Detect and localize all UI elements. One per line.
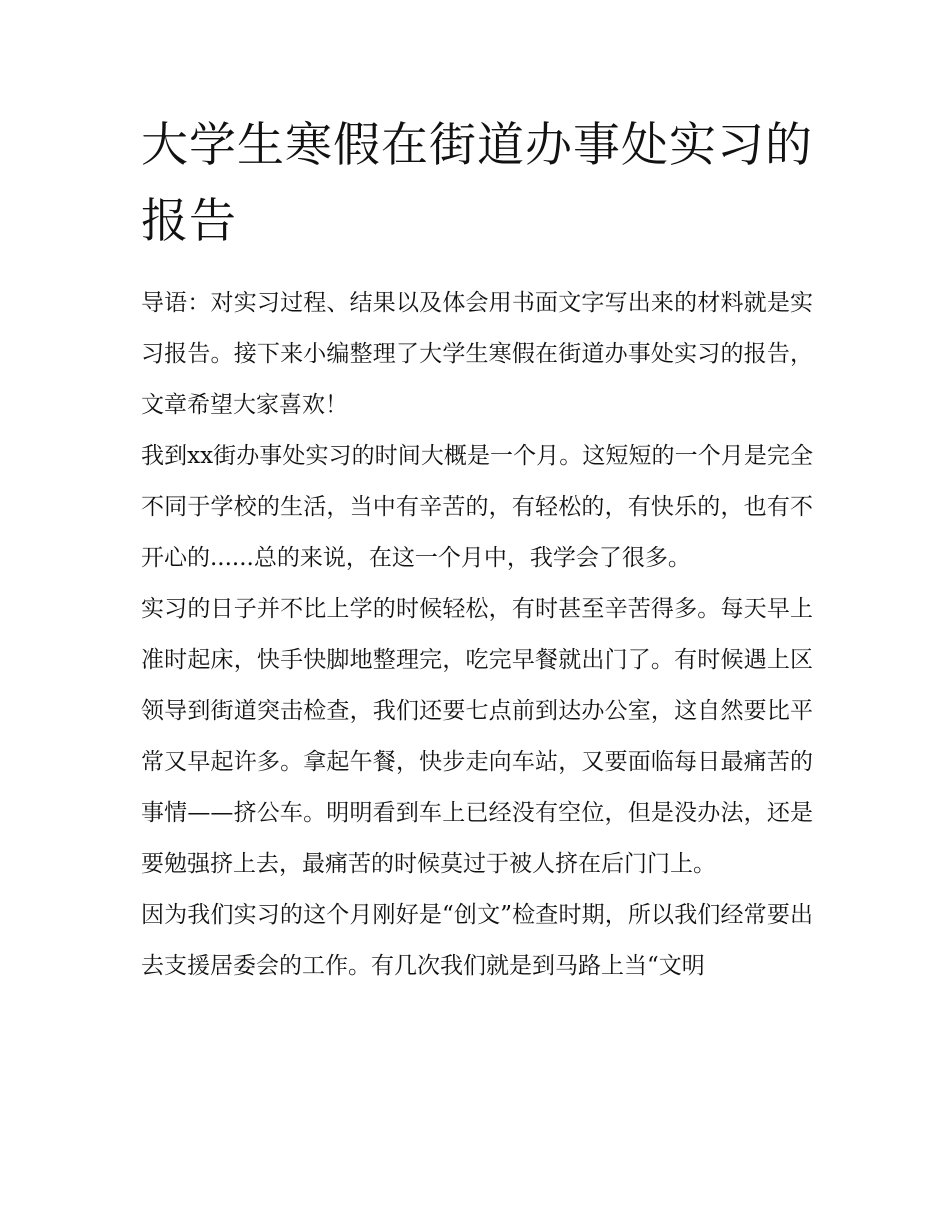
body-paragraph: 实习的日子并不比上学的时候轻松，有时甚至辛苦得多。每天早上准时起床，快手快脚地整理完，吃完早餐就出门了。有时候遇上区领导到街道突击检查，我们还要七点前到达办公室，这自然要比平常又早起许多。拿起午餐，快步走向车站，又要面临每日最痛苦的事情——挤公车。明明看到车上已经没有空位，但是没办法，还是要勉强挤上去，最痛苦的时候莫过于被人挤在后门门上。 [141,596,813,877]
document-title: 大学生寒假在街道办事处实习的报告 [141,118,813,249]
document-body [141,108,813,992]
body-paragraph: 因为我们实习的这个月刚好是“创文”检查时期，所以我们经常要出去支援居委会的工作。有几次我们就是到马路上当“文明 [141,902,813,979]
body-paragraph: 我到xx街办事处实习的时间大概是一个月。这短短的一个月是完全不同于学校的生活，当中有辛苦的，有轻松的，有快乐的，也有不开心的......总的来说，在这一个月中，我学会了很多。 [141,443,813,571]
intro-paragraph: 导语：对实习过程、结果以及体会用书面文字写出来的材料就是实习报告。接下来小编整理了大学生寒假在街道办事处实习的报告，文章希望大家喜欢！ [141,290,813,418]
